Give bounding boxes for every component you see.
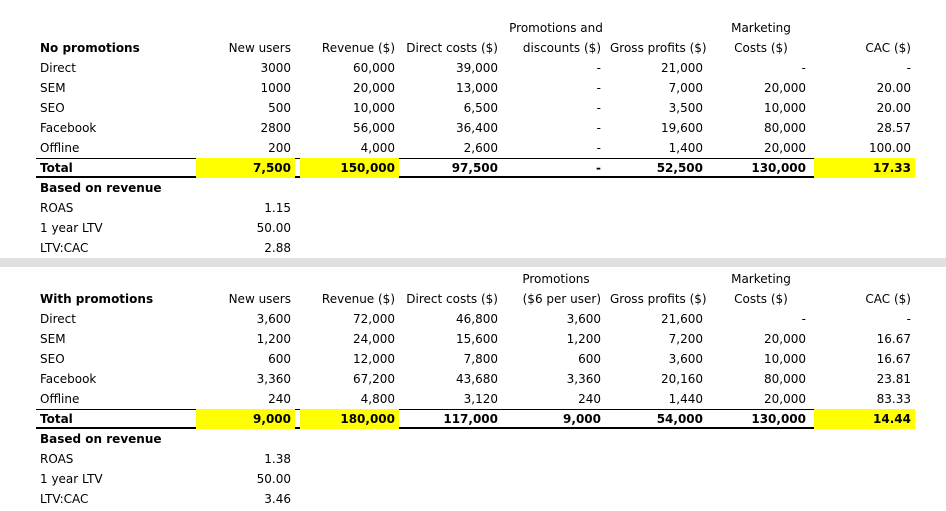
metric-label: ROAS bbox=[40, 201, 74, 215]
total-promo: - bbox=[596, 161, 601, 175]
marketing-cell: 80,000 bbox=[764, 121, 806, 135]
metrics-title-row bbox=[0, 178, 946, 198]
marketing-cell: 10,000 bbox=[764, 352, 806, 366]
total-marketing: 130,000 bbox=[751, 161, 806, 175]
channel-label: SEM bbox=[40, 332, 66, 346]
marketing-header-line1: Marketing bbox=[731, 272, 791, 286]
table-row bbox=[0, 118, 946, 138]
table-row bbox=[0, 389, 946, 409]
gross-profits-cell: 1,440 bbox=[668, 392, 703, 406]
channel-label: Offline bbox=[40, 141, 80, 155]
direct-costs-cell: 13,000 bbox=[456, 81, 498, 95]
cac-cell: 20.00 bbox=[876, 101, 911, 115]
header-row-top bbox=[0, 18, 946, 38]
metric-value: 50.00 bbox=[256, 472, 291, 486]
table-row bbox=[0, 98, 946, 118]
section-title: No promotions bbox=[40, 41, 140, 55]
metric-value: 1.38 bbox=[264, 452, 291, 466]
table-row bbox=[0, 369, 946, 389]
total-new-users: 9,000 bbox=[196, 409, 295, 429]
direct-costs-cell: 46,800 bbox=[456, 312, 498, 326]
header-row-top bbox=[0, 269, 946, 289]
promo-cell: 3,360 bbox=[566, 372, 601, 386]
marketing-header-line1: Marketing bbox=[731, 21, 791, 35]
total-new-users: 7,500 bbox=[196, 158, 295, 178]
table-row bbox=[0, 349, 946, 369]
marketing-cell: - bbox=[801, 61, 806, 75]
promo-cell: - bbox=[596, 81, 601, 95]
cac-cell: 20.00 bbox=[876, 81, 911, 95]
gross-profits-header: Gross profits ($) bbox=[610, 292, 707, 306]
gross-profits-cell: 21,000 bbox=[661, 61, 703, 75]
gross-profits-cell: 7,200 bbox=[668, 332, 703, 346]
revenue-cell: 10,000 bbox=[353, 101, 395, 115]
total-revenue: 150,000 bbox=[300, 158, 399, 178]
channel-label: SEO bbox=[40, 352, 65, 366]
cac-cell: - bbox=[906, 312, 911, 326]
promo-cell: 240 bbox=[578, 392, 601, 406]
metric-label: LTV:CAC bbox=[40, 492, 89, 506]
total-label: Total bbox=[40, 412, 73, 426]
revenue-cell: 72,000 bbox=[353, 312, 395, 326]
revenue-cell: 56,000 bbox=[353, 121, 395, 135]
marketing-header-line2: Costs ($) bbox=[734, 41, 788, 55]
with-promotions-section bbox=[0, 267, 946, 511]
metrics-title: Based on revenue bbox=[40, 432, 162, 446]
channel-label: Direct bbox=[40, 61, 76, 75]
gross-profits-header: Gross profits ($) bbox=[610, 41, 707, 55]
promo-header-line2: discounts ($) bbox=[522, 41, 601, 55]
new-users-cell: 200 bbox=[268, 141, 291, 155]
direct-costs-cell: 39,000 bbox=[456, 61, 498, 75]
cac-cell: 100.00 bbox=[869, 141, 911, 155]
marketing-cell: 20,000 bbox=[764, 81, 806, 95]
new-users-header: New users bbox=[228, 292, 291, 306]
channel-label: Facebook bbox=[40, 121, 97, 135]
metric-label: 1 year LTV bbox=[40, 472, 103, 486]
direct-costs-cell: 3,120 bbox=[463, 392, 498, 406]
gross-profits-cell: 3,500 bbox=[668, 101, 703, 115]
total-cac: 14.44 bbox=[814, 409, 915, 429]
revenue-cell: 67,200 bbox=[353, 372, 395, 386]
new-users-cell: 600 bbox=[268, 352, 291, 366]
total-label: Total bbox=[40, 161, 73, 175]
direct-costs-cell: 6,500 bbox=[463, 101, 498, 115]
gross-profits-cell: 1,400 bbox=[668, 141, 703, 155]
table-row bbox=[0, 329, 946, 349]
marketing-cell: 20,000 bbox=[764, 392, 806, 406]
cac-header: CAC ($) bbox=[865, 292, 911, 306]
direct-costs-cell: 36,400 bbox=[456, 121, 498, 135]
revenue-cell: 24,000 bbox=[353, 332, 395, 346]
promo-cell: - bbox=[596, 121, 601, 135]
new-users-cell: 1,200 bbox=[256, 332, 291, 346]
metric-row bbox=[0, 238, 946, 258]
metrics-title-row bbox=[0, 429, 946, 449]
marketing-cell: 80,000 bbox=[764, 372, 806, 386]
gross-profits-cell: 3,600 bbox=[668, 352, 703, 366]
metric-row bbox=[0, 449, 946, 469]
metric-label: LTV:CAC bbox=[40, 241, 89, 255]
marketing-header-line2: Costs ($) bbox=[734, 292, 788, 306]
total-cac: 17.33 bbox=[814, 158, 915, 178]
direct-costs-cell: 43,680 bbox=[456, 372, 498, 386]
total-row bbox=[0, 158, 946, 178]
section-title: With promotions bbox=[40, 292, 154, 306]
revenue-cell: 4,000 bbox=[360, 141, 395, 155]
metric-value: 50.00 bbox=[256, 221, 291, 235]
marketing-cell: 10,000 bbox=[764, 101, 806, 115]
table-row bbox=[0, 309, 946, 329]
cac-cell: - bbox=[906, 61, 911, 75]
promo-cell: 600 bbox=[578, 352, 601, 366]
header-row bbox=[0, 289, 946, 309]
new-users-cell: 3,360 bbox=[256, 372, 291, 386]
promo-cell: 3,600 bbox=[566, 312, 601, 326]
metric-value: 2.88 bbox=[264, 241, 291, 255]
table-row bbox=[0, 138, 946, 158]
marketing-cell: 20,000 bbox=[764, 141, 806, 155]
cac-cell: 16.67 bbox=[876, 352, 911, 366]
promo-header-line1: Promotions bbox=[522, 272, 590, 286]
header-row bbox=[0, 38, 946, 58]
gross-profits-cell: 20,160 bbox=[661, 372, 703, 386]
new-users-cell: 500 bbox=[268, 101, 291, 115]
metric-row bbox=[0, 469, 946, 489]
total-gross-profits: 52,500 bbox=[656, 161, 703, 175]
revenue-header: Revenue ($) bbox=[321, 292, 395, 306]
channel-label: Facebook bbox=[40, 372, 97, 386]
cac-cell: 83.33 bbox=[876, 392, 911, 406]
metrics-title: Based on revenue bbox=[40, 181, 162, 195]
metric-row bbox=[0, 489, 946, 509]
table-row bbox=[0, 78, 946, 98]
revenue-header: Revenue ($) bbox=[321, 41, 395, 55]
metric-label: ROAS bbox=[40, 452, 74, 466]
total-revenue: 180,000 bbox=[300, 409, 399, 429]
gross-profits-cell: 21,600 bbox=[661, 312, 703, 326]
channel-label: SEO bbox=[40, 101, 65, 115]
metric-label: 1 year LTV bbox=[40, 221, 103, 235]
marketing-cell: 20,000 bbox=[764, 332, 806, 346]
promo-header-line1: Promotions and bbox=[509, 21, 603, 35]
total-gross-profits: 54,000 bbox=[656, 412, 703, 426]
new-users-cell: 3000 bbox=[260, 61, 291, 75]
cac-cell: 23.81 bbox=[876, 372, 911, 386]
cac-cell: 28.57 bbox=[876, 121, 911, 135]
metric-value: 1.15 bbox=[264, 201, 291, 215]
metric-row bbox=[0, 198, 946, 218]
revenue-cell: 12,000 bbox=[353, 352, 395, 366]
metric-row bbox=[0, 218, 946, 238]
cac-header: CAC ($) bbox=[865, 41, 911, 55]
section-divider bbox=[0, 258, 946, 267]
total-promo: 9,000 bbox=[563, 412, 601, 426]
total-marketing: 130,000 bbox=[751, 412, 806, 426]
table-row bbox=[0, 58, 946, 78]
promo-header-line2: ($6 per user) bbox=[522, 292, 601, 306]
promo-cell: - bbox=[596, 61, 601, 75]
revenue-cell: 4,800 bbox=[360, 392, 395, 406]
promo-cell: - bbox=[596, 101, 601, 115]
revenue-cell: 20,000 bbox=[353, 81, 395, 95]
direct-costs-header: Direct costs ($) bbox=[406, 292, 498, 306]
channel-label: Direct bbox=[40, 312, 76, 326]
total-direct-costs: 97,500 bbox=[451, 161, 498, 175]
gross-profits-cell: 7,000 bbox=[668, 81, 703, 95]
direct-costs-cell: 2,600 bbox=[463, 141, 498, 155]
new-users-cell: 3,600 bbox=[256, 312, 291, 326]
new-users-header: New users bbox=[228, 41, 291, 55]
promo-cell: - bbox=[596, 141, 601, 155]
total-direct-costs: 117,000 bbox=[443, 412, 498, 426]
total-row bbox=[0, 409, 946, 429]
channel-label: SEM bbox=[40, 81, 66, 95]
promo-cell: 1,200 bbox=[566, 332, 601, 346]
channel-label: Offline bbox=[40, 392, 80, 406]
direct-costs-cell: 7,800 bbox=[463, 352, 498, 366]
gross-profits-cell: 19,600 bbox=[661, 121, 703, 135]
direct-costs-cell: 15,600 bbox=[456, 332, 498, 346]
cac-cell: 16.67 bbox=[876, 332, 911, 346]
metric-value: 3.46 bbox=[264, 492, 291, 506]
marketing-cell: - bbox=[801, 312, 806, 326]
direct-costs-header: Direct costs ($) bbox=[406, 41, 498, 55]
revenue-cell: 60,000 bbox=[353, 61, 395, 75]
new-users-cell: 240 bbox=[268, 392, 291, 406]
new-users-cell: 1000 bbox=[260, 81, 291, 95]
new-users-cell: 2800 bbox=[260, 121, 291, 135]
